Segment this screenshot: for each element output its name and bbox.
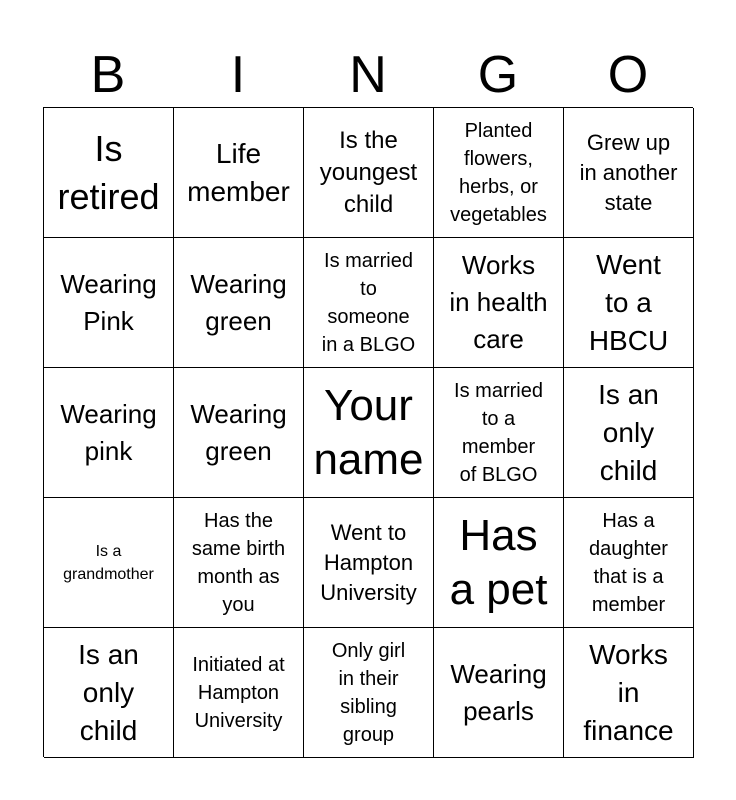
cell-text: Is the youngest child xyxy=(319,126,418,218)
cell-text: Grew up in another state xyxy=(579,129,678,215)
bingo-cell-r1c2[interactable] xyxy=(174,108,304,238)
header-letter-n: N xyxy=(349,46,387,104)
cell-text: Wearing pink xyxy=(60,398,157,466)
cell-text: Only girl in their sibling group xyxy=(331,639,406,746)
bingo-cell-r4c3[interactable] xyxy=(304,498,434,628)
bingo-cell-r5c3[interactable] xyxy=(304,628,434,758)
bingo-cell-r4c1[interactable] xyxy=(44,498,174,628)
cell-text: Has a daughter that is a member xyxy=(589,509,668,616)
bingo-cell-r4c2[interactable] xyxy=(174,498,304,628)
cell-text: Life member xyxy=(187,137,290,207)
bingo-cell-r4c5[interactable] xyxy=(564,498,694,628)
bingo-cell-r3c4[interactable] xyxy=(434,368,564,498)
bingo-cell-r2c1[interactable] xyxy=(44,238,174,368)
bingo-cell-r1c5[interactable] xyxy=(564,108,694,238)
bingo-cell-r3c5[interactable] xyxy=(564,368,694,498)
header-letter-b: B xyxy=(90,46,126,104)
bingo-cell-r2c4[interactable] xyxy=(434,238,564,368)
cell-text: Works in finance xyxy=(583,638,674,746)
cell-text: Works in health care xyxy=(449,250,548,354)
cell-text: Is a grandmother xyxy=(63,542,154,583)
bingo-cell-r5c4[interactable] xyxy=(434,628,564,758)
cell-text: Is retired xyxy=(57,127,160,217)
cell-text: Is an only child xyxy=(598,378,659,486)
cell-text: Planted flowers, herbs, or vegetables xyxy=(450,119,547,226)
cell-text: Your name xyxy=(313,380,424,484)
cell-text: Is married to a member of BLGO xyxy=(454,379,543,486)
bingo-cell-r4c4[interactable] xyxy=(434,498,564,628)
bingo-cell-r1c4[interactable] xyxy=(434,108,564,238)
cell-text: Wearing green xyxy=(190,398,287,466)
bingo-grid xyxy=(43,107,693,757)
cell-text: Wearing pearls xyxy=(450,658,547,726)
cell-text: Wearing Pink xyxy=(60,268,157,336)
cell-text: Has a pet xyxy=(449,510,548,614)
bingo-header xyxy=(43,44,693,106)
bingo-cell-r1c3[interactable] xyxy=(304,108,434,238)
cell-text: Wearing green xyxy=(190,268,287,336)
bingo-cell-r2c5[interactable] xyxy=(564,238,694,368)
bingo-cell-r5c2[interactable] xyxy=(174,628,304,758)
bingo-cell-free[interactable] xyxy=(304,368,434,498)
bingo-cell-r2c2[interactable] xyxy=(174,238,304,368)
header-letter-i: I xyxy=(230,46,246,104)
cell-text: Has the same birth month as you xyxy=(191,509,286,616)
bingo-cell-r3c2[interactable] xyxy=(174,368,304,498)
bingo-cell-r5c1[interactable] xyxy=(44,628,174,758)
cell-text: Is married to someone in a BLGO xyxy=(321,249,416,356)
bingo-cell-r1c1[interactable] xyxy=(44,108,174,238)
bingo-cell-r2c3[interactable] xyxy=(304,238,434,368)
cell-text: Went to a HBCU xyxy=(588,248,669,356)
cell-text: Initiated at Hampton University xyxy=(192,653,285,732)
header-letter-o: O xyxy=(607,46,649,104)
bingo-cell-r3c1[interactable] xyxy=(44,368,174,498)
cell-text: Went to Hampton University xyxy=(320,519,417,605)
cell-text: Is an only child xyxy=(78,638,139,746)
bingo-cell-r5c5[interactable] xyxy=(564,628,694,758)
header-letter-g: G xyxy=(477,46,519,104)
